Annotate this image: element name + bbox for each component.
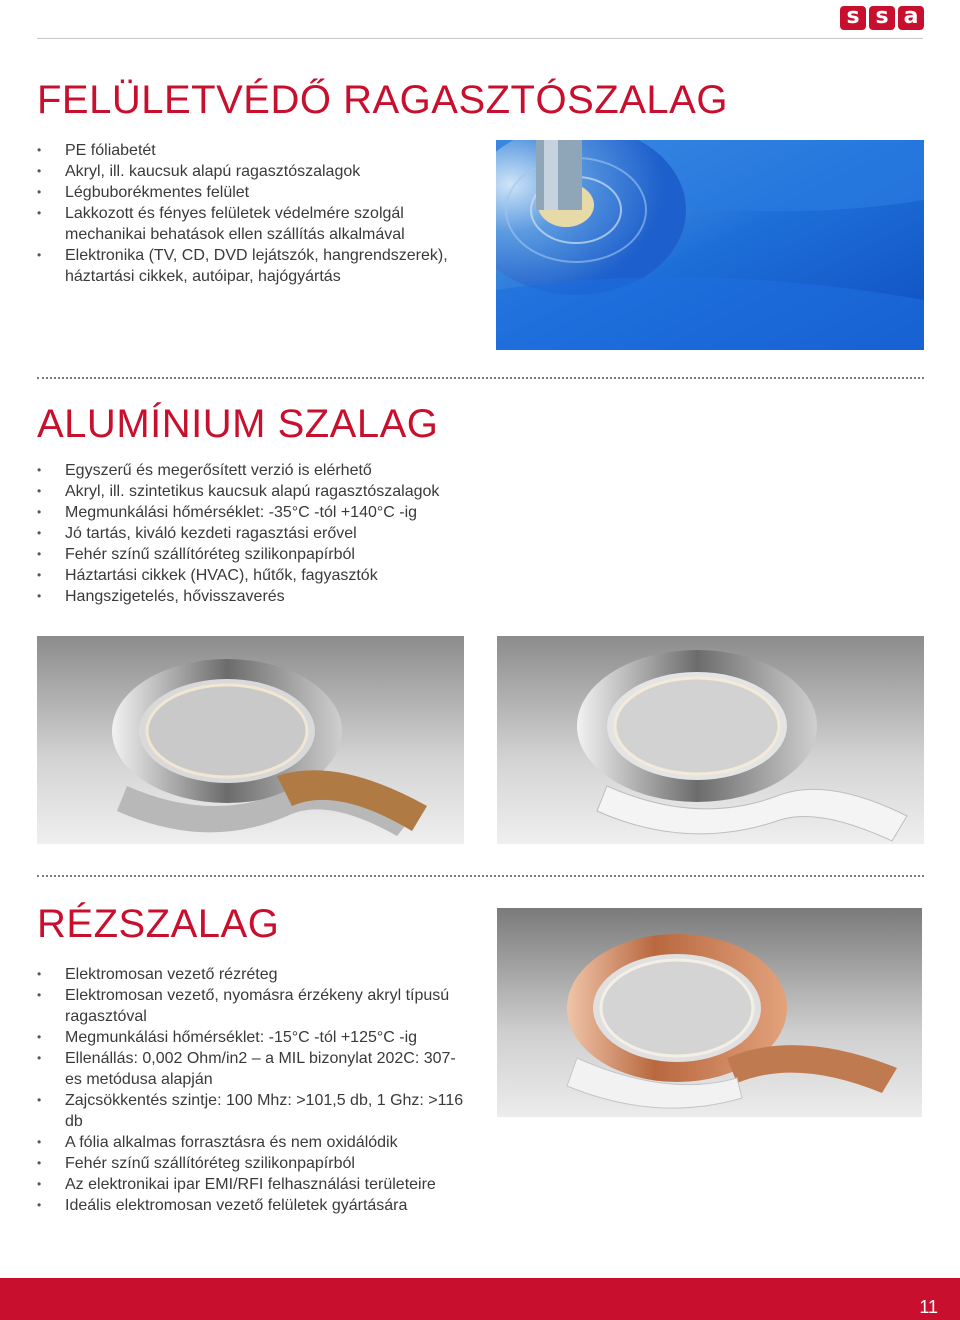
- list-item: • Lakkozott és fényes felületek védelmére szolgál mechanikai behatások ellen szállítás alkalmával: [37, 203, 477, 245]
- logo-letter: s: [840, 6, 866, 30]
- list-item: • Akryl, ill. szintetikus kaucsuk alapú ragasztószalagok: [37, 481, 597, 502]
- plain-aluminium-tape-photo: [497, 636, 924, 844]
- list-item: • Fehér színű szállítóréteg szilikonpapírból: [37, 544, 597, 565]
- list-item: • Légbuborékmentes felület: [37, 182, 477, 203]
- list-item: • Hangszigetelés, hővisszaverés: [37, 586, 597, 607]
- list-item: • Megmunkálási hőmérséklet: -15°C -tól +125°C -ig: [37, 1027, 469, 1048]
- aluminium-list: [37, 460, 597, 607]
- blue-film-roll-photo: [496, 140, 924, 350]
- list-item: • Egyszerű és megerősített verzió is elérhető: [37, 460, 597, 481]
- list-item: • Fehér színű szállítóréteg szilikonpapírból: [37, 1153, 469, 1174]
- copper-tape-photo: [497, 908, 922, 1117]
- list-item: • Elektronika (TV, CD, DVD lejátszók, hangrendszerek), háztartási cikkek, autóipar, hajógyártás: [37, 245, 477, 287]
- list-item: • Az elektronikai ipar EMI/RFI felhasználási területeire: [37, 1174, 469, 1195]
- list-item: • A fólia alkalmas forrasztásra és nem oxidálódik: [37, 1132, 469, 1153]
- list-item: • Elektromosan vezető rézréteg: [37, 964, 469, 985]
- surface-protection-list: [37, 140, 477, 287]
- ssa-logo: [840, 6, 924, 30]
- section-title-aluminium: ALUMÍNIUM SZALAG: [37, 402, 439, 446]
- reinforced-aluminium-tape-photo: [37, 636, 464, 844]
- list-item: • Ellenállás: 0,002 Ohm/in2 – a MIL bizonylat 202C: 307-es metódusa alapján: [37, 1048, 469, 1090]
- page-number: 11: [919, 1297, 938, 1317]
- section-divider: [37, 377, 924, 379]
- section-title-surface-protection: FELÜLETVÉDŐ RAGASZTÓSZALAG: [37, 78, 728, 122]
- section-title-copper: RÉZSZALAG: [37, 902, 280, 946]
- footer-bar: [0, 1278, 960, 1320]
- list-item: • Elektromosan vezető, nyomásra érzékeny akryl típusú ragasztóval: [37, 985, 469, 1027]
- list-item: • Zajcsökkentés szintje: 100 Mhz: >101,5 db, 1 Ghz: >116 db: [37, 1090, 469, 1132]
- copper-list: [37, 964, 469, 1216]
- logo-letter: s: [869, 6, 895, 30]
- list-item: • Jó tartás, kiváló kezdeti ragasztási erővel: [37, 523, 597, 544]
- section-divider: [37, 875, 924, 877]
- logo-letter: a: [898, 6, 924, 30]
- header-rule: [37, 38, 923, 39]
- list-item: • PE fóliabetét: [37, 140, 477, 161]
- list-item: • Ideális elektromosan vezető felületek gyártására: [37, 1195, 469, 1216]
- list-item: • Megmunkálási hőmérséklet: -35°C -tól +140°C -ig: [37, 502, 597, 523]
- list-item: • Háztartási cikkek (HVAC), hűtők, fagyasztók: [37, 565, 597, 586]
- list-item: • Akryl, ill. kaucsuk alapú ragasztószalagok: [37, 161, 477, 182]
